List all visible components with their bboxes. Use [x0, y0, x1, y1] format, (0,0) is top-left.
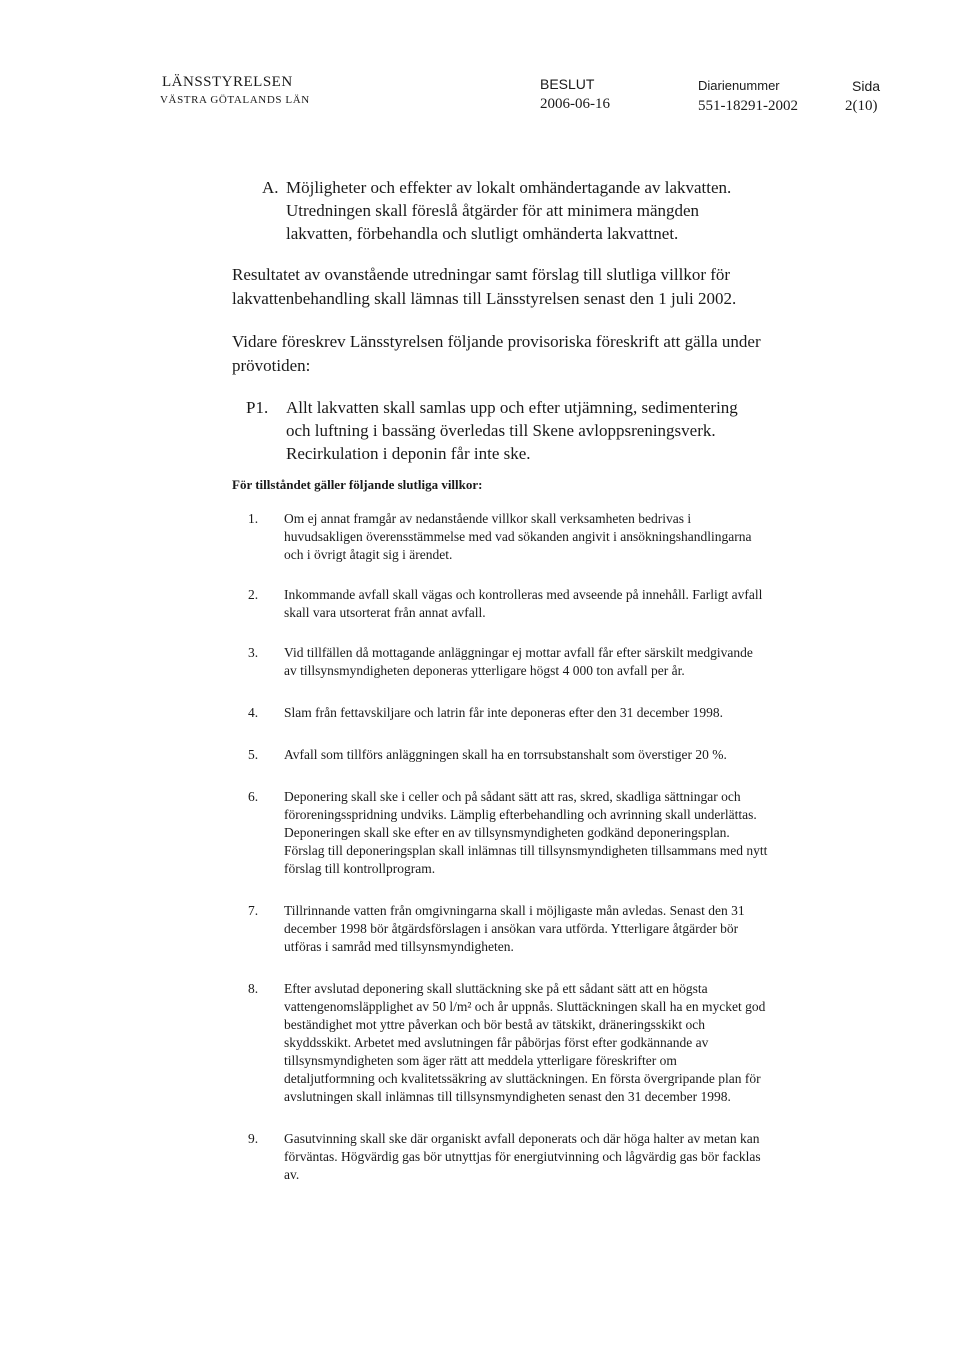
conditions-intro: För tillståndet gäller följande slutliga villkor:: [232, 477, 483, 492]
condition-item: 1. Om ej annat framgår av nedanstående villkor skall verksamheten bedrivas i huvudsakligen överensstämmelse med vad sökanden angivit i ansökningshandlingarna och i övrigt åtagit sig i ärendet.: [248, 511, 752, 562]
document-date: 2006-06-16: [540, 96, 610, 112]
document-type: BESLUT: [540, 76, 595, 92]
provisional-paragraph: Vidare föreskrev Länsstyrelsen följande provisoriska föreskrift att gälla under prövotiden:: [232, 332, 761, 375]
section-a: [262, 176, 782, 245]
authority-region: VÄSTRA GÖTALANDS LÄN: [160, 94, 310, 106]
diarienummer-value: 551-18291-2002: [698, 98, 798, 114]
page-number: 2(10): [845, 98, 878, 114]
condition-item: 6. Deponering skall ske i celler och på sådant sätt att ras, skred, skadliga sättningar och föroreningsspridning undviks. Lämplig efterbehandling och avrinning skall underlättas. Deponeringen skall ske efter en av tillsynsmyndigheten godkänd deponeringsplan. Förslag till deponeringsplan skall inlämnas till tillsynsmyndigheten tillsammans med nytt förslag till kontrollprogram.: [248, 789, 768, 876]
section-a-marker: A.: [262, 178, 279, 197]
p1-text: Allt lakvatten skall samlas upp och efter utjämning, sedimentering och luftning i bassäng överledas till Skene avloppsreningsverk. Recirkulation i deponin får inte ske.: [286, 398, 738, 463]
p1-label: P1.: [246, 398, 269, 417]
condition-item: 5. Avfall som tillförs anläggningen skall ha en torrsubstanshalt som överstiger 20 %.: [248, 747, 727, 762]
result-paragraph: Resultatet av ovanstående utredningar samt förslag till slutliga villkor för lakvattenbehandling skall lämnas till Länsstyrelsen senast den 1 juli 2002.: [232, 265, 737, 308]
authority-name: LÄNSSTYRELSEN: [162, 74, 293, 90]
condition-item: 2. Inkommande avfall skall vägas och kontrolleras med avseende på innehåll. Farligt avfall skall vara utsorterat från annat avfall.: [248, 587, 763, 620]
condition-item: 9. Gasutvinning skall ske där organiskt avfall deponerats och där höga halter av metan kan förväntas. Högvärdig gas bör utnyttjas för energiutvinning och lågvärdig gas bör facklas av.: [248, 1131, 761, 1182]
conditions-list: [248, 510, 768, 1184]
condition-item: 7. Tillrinnande vatten från omgivningarna skall i möjligaste mån avledas. Senast den 31 december 1998 bör åtgärdsförslagen i ansökan vara utförda. Ytterligare åtgärder bör utföras i samråd med tillsynsmyndigheten.: [248, 903, 745, 954]
condition-item: 4. Slam från fettavskiljare och latrin får inte deponeras efter den 31 december 1998.: [248, 705, 723, 720]
condition-item: 3. Vid tillfällen då mottagande anläggningar ej mottar avfall får efter särskilt medgivande av tillsynsmyndigheten deponeras ytterligare högst 4 000 ton avfall per år.: [248, 645, 753, 678]
diarienummer-label: Diarienummer: [698, 78, 780, 93]
provisional-regulation-p1: [246, 396, 766, 465]
section-a-line-2: Utredningen skall föreslå åtgärder för att minimera mängden: [286, 201, 700, 220]
section-a-line-3: lakvatten, förbehandla och slutligt omhänderta lakvattnet.: [286, 224, 679, 243]
page-label: Sida: [852, 78, 881, 94]
condition-item: 8. Efter avslutad deponering skall sluttäckning ske på ett sådant sätt att en högsta vattengenomsläpplighet av 50 l/m² och år uppnås. Sluttäckningen skall ha en mycket god beständighet mot yttre påverkan och bör bestå av tätskikt, dräneringsskikt och skyddsskikt. Arbetet med avslutningen får påbörjas först efter godkännande av tillsynsmyndigheten som äger rätt att meddela ytterligare föreskrifter om detaljutformning och kvalitetssäkring av sluttäckningen. En första övergripande plan för avslutningen skall inlämnas till tillsynsmyndigheten senast den 31 december 1998.: [248, 981, 766, 1104]
section-a-line-1: A. Möjligheter och effekter av lokalt omhändertagande av lakvatten.: [262, 178, 732, 197]
